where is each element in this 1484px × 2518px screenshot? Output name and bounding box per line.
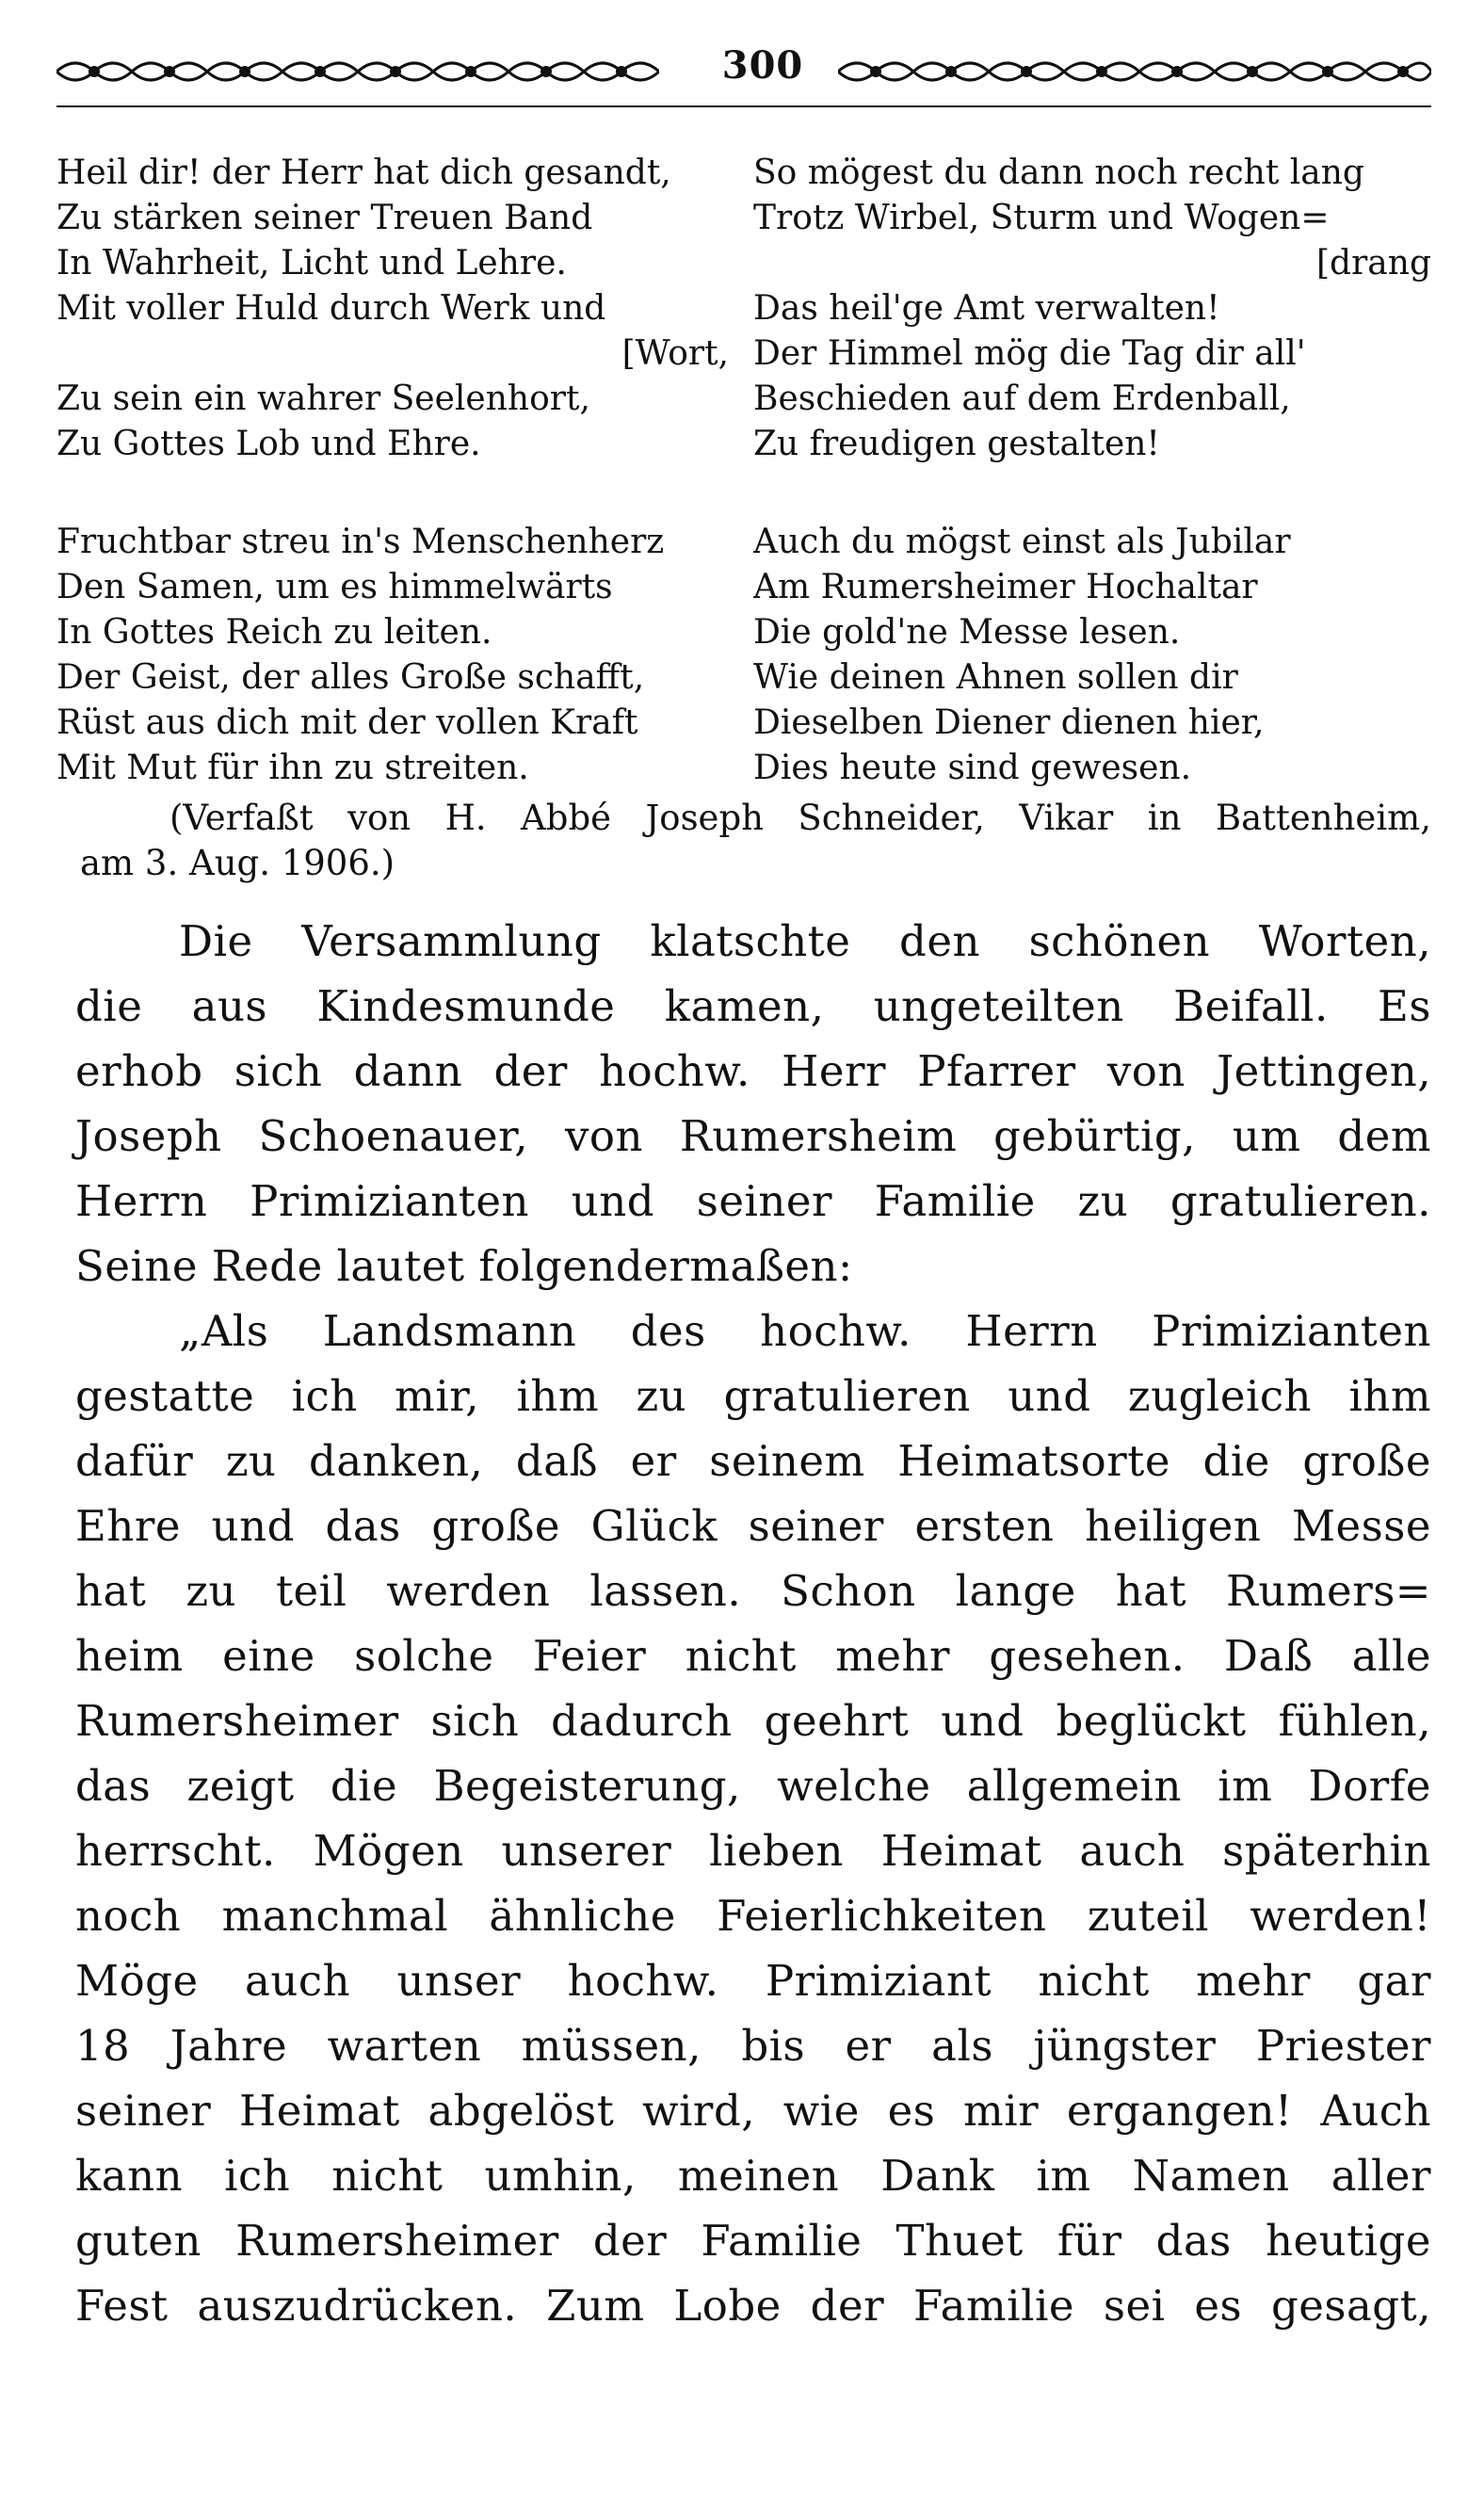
stanza-left-2 — [56, 520, 734, 791]
page-header — [56, 38, 1431, 104]
poem-line: Zu sein ein wahrer Seelenhort, — [56, 379, 590, 418]
poem-line: Heil dir! der Herr hat dich gesandt, — [56, 153, 671, 192]
poem-line: Zu Gottes Lob und Ehre. — [56, 425, 481, 463]
stanza-row-1 — [56, 151, 1431, 467]
page-number: 300 — [721, 43, 804, 88]
poem-line-continuation: [Wort, — [621, 334, 729, 373]
poem-line: Fruchtbar streu in's Menschenherz — [56, 523, 665, 561]
text-line: heim eine solche Feier nicht mehr gesehen. Daß alle — [75, 1631, 1431, 1681]
body-text — [75, 909, 1431, 2338]
poem-line: Rüst aus dich mit der vollen Kraft — [56, 703, 638, 742]
text-line: seiner Heimat abgelöst wird, wie es mir ergangen! Auch — [75, 2086, 1431, 2136]
text-line: guten Rumersheimer der Familie Thuet für das heutige — [75, 2216, 1431, 2266]
stanza-right-2 — [753, 520, 1431, 791]
text-line: gestatte ich mir, ihm zu gratulieren und zugleich ihm — [75, 1371, 1431, 1421]
text-line: hat zu teil werden lassen. Schon lange hat Rumers= — [75, 1566, 1431, 1616]
text-line: Seine Rede lautet folgendermaßen: — [75, 1241, 853, 1291]
text-line: Herrn Primizianten und seiner Familie zu gratulieren. — [75, 1176, 1431, 1226]
poem-line: Beschieden auf dem Erdenball, — [753, 379, 1291, 418]
poem-line: Das heil'ge Amt verwalten! — [753, 289, 1220, 328]
stanza-row-2 — [56, 520, 1431, 791]
stanza-left-1 — [56, 151, 734, 467]
stanza-right-1 — [753, 151, 1431, 467]
text-line: Die Versammlung klatschte den schönen Worten, — [179, 916, 1431, 966]
poem-line: Mit voller Huld durch Werk und — [56, 289, 606, 328]
attribution-line: (Verfaßt von H. Abbé Joseph Schneider, Vikar in Battenheim, — [169, 798, 1431, 838]
poem-line: Der Geist, der alles Große schafft, — [56, 658, 645, 697]
poem-line: Auch du mögst einst als Jubilar — [753, 523, 1291, 561]
text-line: noch manchmal ähnliche Feierlichkeiten zuteil werden! — [75, 1891, 1431, 1941]
text-line: dafür zu danken, daß er seinem Heimatsorte die große — [75, 1436, 1431, 1486]
poem-line: Trotz Wirbel, Sturm und Wogen= — [753, 199, 1330, 237]
text-line: „Als Landsmann des hochw. Herrn Primizianten — [179, 1306, 1431, 1356]
text-line: Rumersheimer sich dadurch geehrt und beglückt fühlen, — [75, 1696, 1431, 1746]
poem-line: Am Rumersheimer Hochaltar — [753, 568, 1258, 606]
text-line: Joseph Schoenauer, von Rumersheim gebürtig, um dem — [75, 1111, 1431, 1161]
poem-line-continuation: [drang — [1316, 244, 1431, 282]
text-line: Fest auszudrücken. Zum Lobe der Familie sei es gesagt, — [75, 2281, 1431, 2331]
attribution-line: am 3. Aug. 1906.) — [80, 843, 395, 883]
poem-line: Wie deinen Ahnen sollen dir — [753, 658, 1238, 697]
poem-attribution — [56, 796, 1431, 886]
floral-ornament-left-icon — [56, 53, 659, 90]
poem-line: Dies heute sind gewesen. — [753, 749, 1192, 787]
poem — [56, 151, 1431, 844]
poem-line: Die gold'ne Messe lesen. — [753, 613, 1181, 652]
floral-ornament-right-icon — [838, 53, 1431, 90]
poem-line: In Gottes Reich zu leiten. — [56, 613, 492, 652]
text-line: 18 Jahre warten müssen, bis er als jüngster Priester — [75, 2021, 1431, 2071]
poem-line: So mögest du dann noch recht lang — [753, 153, 1364, 192]
header-rule — [56, 105, 1431, 107]
poem-line: Mit Mut für ihn zu streiten. — [56, 749, 529, 787]
poem-line: Dieselben Diener dienen hier, — [753, 703, 1265, 742]
text-line: herrscht. Mögen unserer lieben Heimat auch späterhin — [75, 1826, 1431, 1876]
text-line: Möge auch unser hochw. Primiziant nicht mehr gar — [75, 1956, 1431, 2006]
poem-line: Der Himmel mög die Tag dir all' — [753, 334, 1306, 373]
text-line: kann ich nicht umhin, meinen Dank im Namen aller — [75, 2151, 1431, 2201]
text-line: die aus Kindesmunde kamen, ungeteilten Beifall. Es — [75, 981, 1431, 1031]
text-line: Ehre und das große Glück seiner ersten heiligen Messe — [75, 1501, 1431, 1551]
poem-line: Zu freudigen gestalten! — [753, 425, 1160, 463]
text-line: erhob sich dann der hochw. Herr Pfarrer von Jettingen, — [75, 1046, 1431, 1096]
poem-line: In Wahrheit, Licht und Lehre. — [56, 244, 567, 282]
poem-line: Zu stärken seiner Treuen Band — [56, 199, 593, 237]
poem-line: Den Samen, um es himmelwärts — [56, 568, 613, 606]
text-line: das zeigt die Begeisterung, welche allgemein im Dorfe — [75, 1761, 1431, 1811]
